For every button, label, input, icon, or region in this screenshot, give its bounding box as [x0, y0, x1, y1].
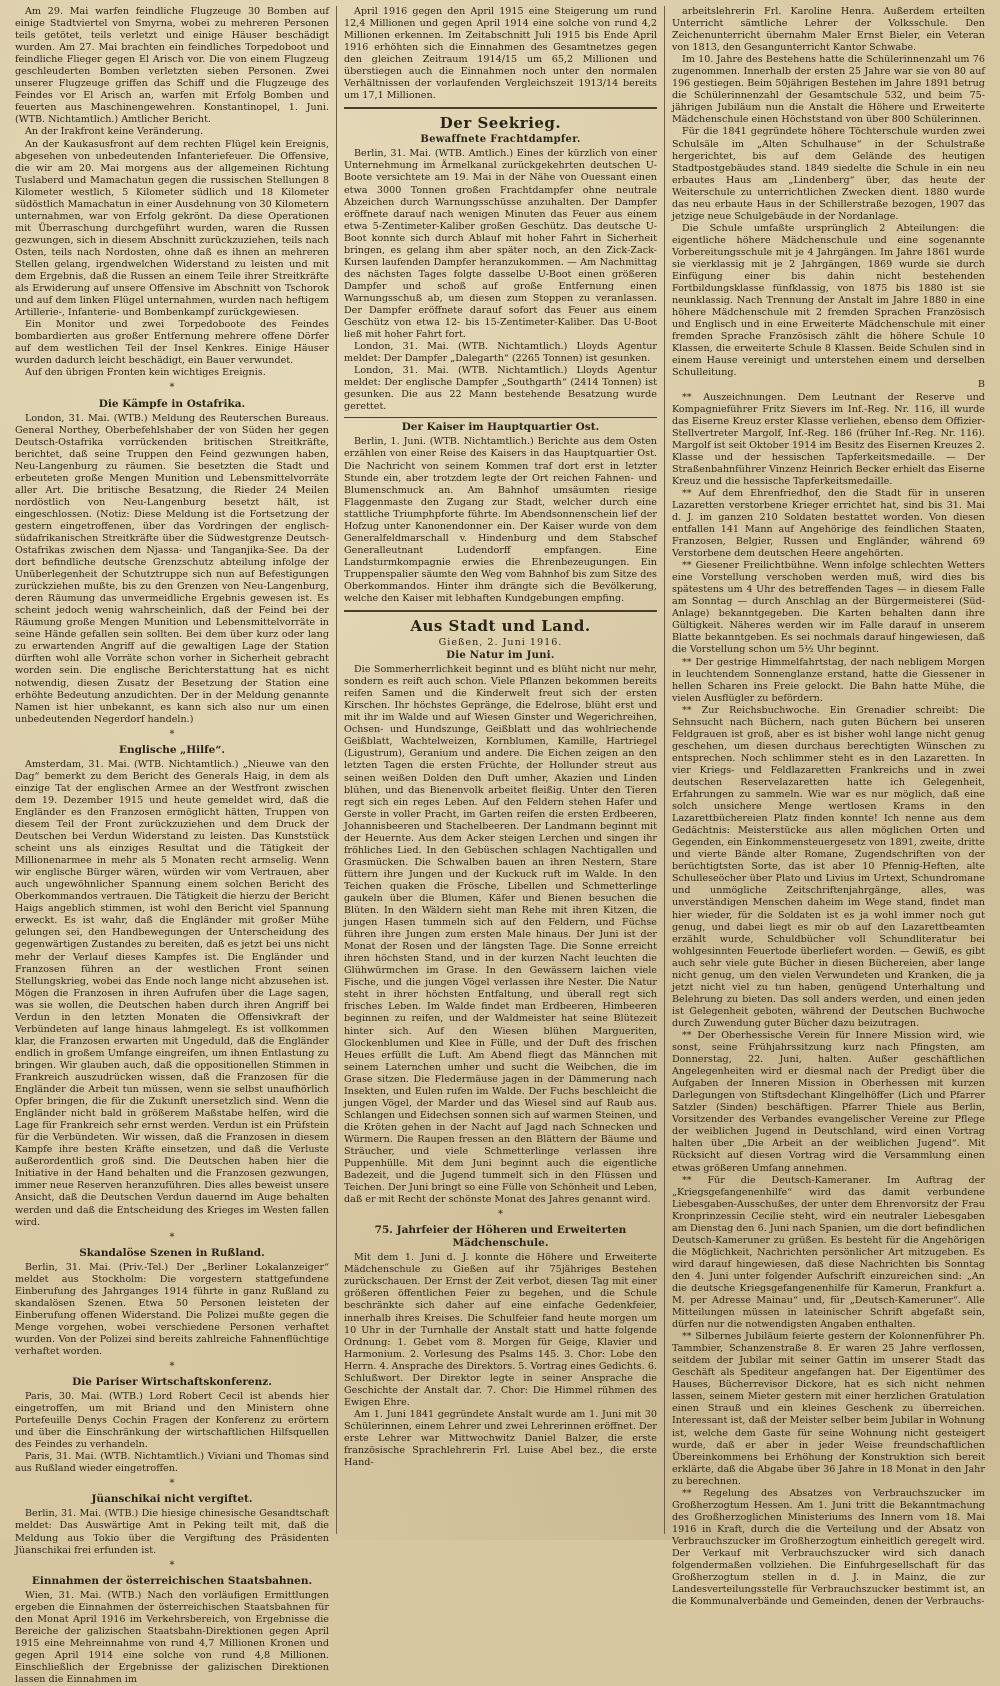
article-text-paris: Paris, 31. Mai. (WTB. Nichtamtlich.) Viviani und Thomas sind aus Rußland wieder eingetroffen. — [15, 1451, 329, 1475]
author-signature: B — [977, 379, 985, 391]
paragraph: Für die 1841 gegründete höhere Töchterschule wurden zwei Schulsäle im „Alten Schulhause“ in der Schulstraße hergerichtet, bis auf dem Gelände des heutigen Stadtpostgebäudes stand. 1849 siedelte die Schule in ein neu erbautes Haus am „Lindenberg“ über, das heute der Weiterschule zu unterrichtlichen Zwecken dient. 1880 wurde das neu erbaute Haus in der Schillerstraße bezogen, 1907 das jetzige neue Schulgebäude in der Nordanlage. — [671, 126, 985, 222]
column-1 — [8, 6, 336, 1685]
article-text-natur: Die Sommerherrlichkeit beginnt und es blüht nicht nur mehr, sondern es reift auch schon. Viele Pflanzen bekommen bereits reifen Samen und die Kinderwelt freut sich der ersten Kirschen. Ihr höchstes Gepränge, die Edelrose, blüht erst und mit ihr im Walde und auf Wiesen Ginster und Wegerichreihen, Ochsen- und Hundszunge, Geißblatt und das wohlriechende Geißblatt, Wachtelweizen, Kornblumen, Kamille, Hartriegel (Ligustrum), Geranium und andere. Die Eichen zeigen an den letzten Tagen die ersten Früchte, der Hollunder streut aus seinen weißen Dolden den Duft umher, Akazien und Linden blühen, und das Bienenvolk arbeitet fleißig. Unter den Tieren regt sich ein reges Leben. Auf den Feldern stehen Hafer und Gerste in voller Pracht, im Garten reifen die ersten Erdbeeren, Johannisbeeren und Stachelbeeren. Der Landmann beginnt mit der Heuernte. Aus dem Acker steigen Lerchen und singen ihr fröhliches Lied. In den Gebüschen schlagen Nachtigallen und Grasmücken. Die Schwalben bauen an ihren Nestern, Stare füttern ihre Jungen und der Kuckuck ruft im Walde. In den Teichen quaken die Frösche, Libellen und Schmetterlinge gaukeln über die Blumen, Käfer und Bienen besuchen die Blüten. In den Wäldern sieht man Rehe mit ihren Kitzen, die jungen Hasen tummeln sich auf den Feldern, und Füchse führen ihre Jungen zum ersten Male hinaus. Der Juni ist der Monat der Rosen und der längsten Tage. Die Sonne erreicht ihren höchsten Stand, und in der kurzen Nacht leuchten die Glühwürmchen im Grase. In den Gewässern laichen viele Fische, und die jungen Vögel verlassen ihre Nester. Die Natur steht in ihrer höchsten Entfaltung, und überall regt sich frisches Leben. Im Walde findet man Erdbeeren, Himbeeren beginnen zu reifen, und der Waldmeister hat seine Blütezeit hinter sich. Auf den Wiesen blühen Margueriten, Glockenblumen und Klee in Fülle, und der Duft des frischen Heues erfüllt die Luft. Am Abend fliegt das Männchen mit seinem Laternchen umher und sucht die Weibchen, die im Grase sitzen. Die Fledermäuse jagen in der Dämmerung nach Insekten, und Eulen rufen im Walde. Der Fuchs beschleicht die jungen Vögel, der Marder und das Wiesel sind auf Raub aus. Schlangen und Eidechsen sonnen sich auf warmen Steinen, und die Kröten gehen in der Nacht auf Jagd nach Schnecken und Würmern. Die Raupen fressen an den Blättern der Bäume und Sträucher, und viele Schmetterlinge verlassen ihre Puppenhülle. Mit dem Juni beginnt auch die eigentliche Badezeit, und die Jugend tummelt sich in den Flüssen und Teichen. Der Juni bringt so eine Fülle von Schönheit und Leben, daß er mit Recht der schönste Monat des Jahres genannt wird. — [343, 664, 657, 1206]
news-item-auszeichnungen: ** Auszeichnungen. Dem Leutnant der Reserve und Kompagnieführer Fritz Sievers im Inf.-Reg. Nr. 116, ill wurde das Eiserne Kreuz erster Klasse verliehen, ebenso dem Offizier-Stellvertreter Margolf, Inf.-Reg. 186 (früher Inf.-Reg. Nr. 116). Margolf ist seit Oktober 1914 im Besitz des Eisernen Kreuzes 2. Klasse und der hessischen Tapferkeitsmedaille. — Der Straßenbahnführer Vinzenz Heinrich Becker erhielt das Eiserne Kreuz und die hessische Tapferkeitsmedaille. — [671, 391, 985, 487]
article-heading-hilfe: Englische „Hilfe“. — [118, 743, 226, 756]
section-divider-star: * — [169, 1361, 175, 1373]
section-rule — [344, 417, 657, 418]
paragraph: Ein Monitor und zwei Torpedoboote des Feindes bombardierten aus großer Entfernung mehrere offene Dörfer auf dem westlichen Teil der Insel Kenkres. Einige Häuser wurden dadurch leicht beschädigt, ein Bauer verwundet. — [15, 319, 329, 367]
article-text-staatsbahnen: Wien, 31. Mai. (WTB.) Nach den vorläufigen Ermittlungen ergeben die Einnahmen der österreichischen Staatsbahnen für den Monat April 1916 im Verkehrsbereich, von Ergebnisse die Bereiche der galizischen Staatsbahn-Direktionen gegen April 1915 eine Mehreinnahme von rund 4,7 Millionen Kronen und gegen April 1914 eine solche von rund 4,8 Millionen. Einschließlich der Ergebnisse der galizischen Direktionen lassen die Einnahmen im — [15, 1589, 329, 1685]
article-heading-kaiser: Der Kaiser im Hauptquartier Ost. — [401, 421, 600, 434]
section-heading-seekrieg: Der Seekrieg. — [439, 114, 562, 133]
article-text-ostafrika: London, 31. Mai. (WTB.) Meldung des Reuterschen Bureaus. General Northey, Oberbefehlshaber der von Süden her gegen Deutsch-Ostafrika vorrückenden britischen Streitkräfte, berichtet, daß seine Truppen den Feind gezwungen haben, Neu-Langenburg zu räumen. Sie besetzten die Stadt und erbeuteten große Mengen Munition und Lebensmittelvorräte aller Art. Die britische Besatzung, die Rieder 24 Meilen nordöstlich von Neu-Langenburg besetzt hält, ist eingeschlossen. (Notiz: Diese Meldung ist die Fortsetzung der gestern eingetroffenen, über das Vordringen der englisch-südafrikanischen Streitkräfte über die Südwestgrenze Deutsch-Ostafrikas zwischen dem Njassa- und Tanganjika-See. Da der dort befindliche deutsche Grenzschutz abteilung infolge der Unüberlegenheit der Schutztruppe sich nun auf Befestigungen zurückziehen mußte, bis zu den Grenzen von Neu-Langenburg, deren Räumung das unvermeidliche Ergebnis gewesen ist. Es scheint jedoch wenig wahrscheinlich, daß der Feind bei der Räumung große Mengen Munition und Lebensmittelvorräte in seine Hände gefallen sein sollten. Bei dem über kurz oder lang zu erwartenden Angriff auf die gewaltigen Lage der Station dürften wohl alle Vorräte schon vorher in Sicherheit gebracht worden sein. Die englische Berichterstattung hat es nicht notwendig, diesen Zusatz der Besetzung der Station eine erhöhte Bedeutung anzudichten. Der in der Meldung genannte Namen ist hier unbekannt, es kann sich also nur um einen unbedeutenden Negerdorf handeln.) — [15, 412, 329, 725]
article-heading-russland: Skandalöse Szenen in Rußland. — [79, 1246, 265, 1259]
dateline: Gießen, 2. Juni 1916. — [438, 637, 563, 649]
section-divider-star: * — [169, 1559, 175, 1571]
article-text-hilfe: Amsterdam, 31. Mai. (WTB. Nichtamtlich.) „Nieuwe van den Dag“ bemerkt zu dem Bericht des Generals Haig, in dem als einzige Tat der englischen Armee an der Westfront zwischen dem 19. Dezember 1915 und heute gemeldet wird, daß die Engländer es den Franzosen ermöglicht hätten, Truppen von diesem Teil der Front zurückzuziehen und dem Druck der Deutschen bei Verdun Widerstand zu leisten. Das Kunststück scheint uns als einziges Resultat und die Tätigkeit der Millionenarmee in mehr als 5 Monaten recht armselig. Wenn wir englische Bürger wären, würden wir vom Vertrauen, aber auch ungewöhnlicher Spannung einem solchen Bericht des Oberkommandos vertrauen. Die Tätigkeit die hierzu der Bericht Haigs angeblich stimmen, ist wohl den Bericht viel Spannung erweckt. Es ist wahr, daß die Engländer mit großer Mühe gelungen sei, den Handbewegungen der Unterscheidung des gegenwärtigen Zustandes zu bereiten, daß es jetzt bei uns nicht mehr der Verlauf dieses Kampfes ist. Die Engländer und Franzosen führen an der westlichen Front seinen Stellungskrieg, wobei das Ende noch lange nicht abzusehen ist. Mögen die Franzosen in ihren Aufrufen über die Lage sagen, was sie wollen, die Deutschen haben durch ihren Angriff bei Verdun in den letzten Monaten die Offensivkraft der Verbündeten auf lange hinaus lahmgelegt. Es ist vollkommen klar, die Franzosen erwarten mit Ungeduld, daß die Engländer endlich in großem Umfange eingreifen, um ihnen Entlastung zu bringen. Wir glauben auch, daß die oppositionellen Stimmen in Frankreich auszudrücken wissen, daß die Franzosen für die Engländer die Arbeit tun müssen, wenn sie selbst unaufhörlich Opfer bringen, die für die Zukunft unersetzlich sind. Wenn die Engländer nicht bald in größerem Maßstabe helfen, wird die Lage für Frankreich sehr ernst werden. Verdun ist ein Prüfstein für die Verbündeten. Wir wissen, daß die Franzosen in diesem Kampfe ihre besten Kräfte einsetzen, und daß die Verluste außerordentlich groß sind. Die Deutschen haben hier die Initiative in der Hand behalten und die Franzosen gezwungen, immer neue Reserven heranzuführen. Dies alles beweist unsere Ansicht, daß die Deutschen Verdun dauernd im Auge behalten werden und daß die Entscheidung des Krieges im Westen fallen wird. — [15, 758, 329, 1228]
paragraph: Am 29. Mai warfen feindliche Flugzeuge 30 Bomben auf einige Stadtviertel von Smyrna, wobei zu mehreren Personen teils getötet, teils verletzt und einige Häuser beschädigt wurden. Am 27. Mai brachten ein feindliches Torpedoboot und feindliche Flieger gegen El Arisch vor. Die von einem Flugzeug geschleuderten Bomben verletzten sieben Personen. Zwei unserer Flugzeuge griffen das Schiff und die Flugzeuge des Feindes vor El Arisch an, warfen mit Erfolg Bomben und feuerten aus Maschinengewehren. Konstantinopel, 1. Juni. (WTB. Nichtamtlich.) Amtlicher Bericht. — [15, 6, 329, 126]
section-divider-star: * — [169, 728, 175, 740]
section-rule — [344, 610, 657, 612]
article-text-maedchenschule: Mit dem 1. Juni d. J. konnte die Höhere und Erweiterte Mädchenschule zu Gießen auf ihr 75jähriges Bestehen zurückschauen. Der Ernst der Zeit verbot, diesen Tag mit einer größeren öffentlichen Feier zu begehen, und die Schule beschränkte sich daher auf eine einfache Gedenkfeier, innerhalb ihres Kreises. Die Schulfeier fand heute morgen um 10 Uhr in der Turnhalle der Anstalt statt und hatte folgende Ordnung: 1. Gebet vom 8. Morgen für Geige, Klavier und Harmonium. 2. Vorlesung des Psalms 145. 3. Chor: Lobe den Herrn. 4. Ansprache des Direktors. 5. Vortrag eines Gedichts. 6. Schlußwort. Der Direktor legte in seiner Ansprache die Geschichte der Anstalt dar. 7. Chor: Die Himmel rühmen des Ewigen Ehre. — [343, 1252, 657, 1408]
article-heading-staatsbahnen: Einnahmen der österreichischen Staatsbahnen. — [31, 1574, 313, 1587]
article-heading-paris: Die Pariser Wirtschaftskonferenz. — [72, 1376, 272, 1389]
article-heading-ostafrika: Die Kämpfe in Ostafrika. — [98, 397, 246, 410]
article-text-frachtdampfer: London, 31. Mai. (WTB. Nichtamtlich.) Lloyds Agentur meldet: Der englische Dampfer „Southgarth“ (2414 Tonnen) ist gesunken. Die aus 22 Mann bestehende Besatzung wurde gerettet. — [343, 365, 657, 413]
paragraph: arbeitslehrerin Frl. Karoline Henra. Außerdem erteilten Unterricht sämtliche Lehrer der Volksschule. Den Zeichenunterricht übernahm Maler Ernst Bieler, ein Veteran von 1813, den Gesangunterricht Kantor Schwabe. — [671, 6, 985, 54]
news-item-innere-mission: ** Der Oberhessische Verein für Innere Mission wird, wie sonst, seine Frühjahrssitzung kurz nach Pfingsten, am Donnerstag, 22. Juni, halten. Außer geschäftlichen Angelegenheiten wird er diesmal nach der Predigt über die Aufgaben der Inneren Mission in Oberhessen mit kurzen Darlegungen von Stiftsdechant Klingelhöffer (Lich und Pfarrer Satzler (Sinden) beschäftigen. Pfarrer Thiele aus Berlin, Vorsitzender des Verbandes evangelischer Vereine zur Pflege der weiblichen Jugend in Deutschland, wird einen Vortrag halten über „Die Arbeit an der weiblichen Jugend“. Mit Rücksicht auf diesen Vortrag wird die Versammlung einen etwas größeren Umfang annehmen. — [671, 1029, 985, 1174]
article-text-china: Berlin, 31. Mai. (WTB.) Die hiesige chinesische Gesandtschaft meldet: Das Auswärtige Amt in Peking teilt mit, daß die Meldung aus Tokio über die Vergiftung des Präsidenten Jüanschikai frei erfunden ist. — [15, 1508, 329, 1556]
paragraph: Im 10. Jahre des Bestehens hatte die Schülerinnenzahl um 76 zugenommen. Innerhalb der ersten 25 Jahre war sie von 80 auf 196 gestiegen. Beim 50jährigen Bestehen im Jahre 1891 betrug die Schülerinnenzahl der Gesamtschule 532, und beim 75-jährigen Jubiläum nun die Anstalt die Höhere und Erweiterte Mädchenschule einen Höchststand von über 800 Schülerinnen. — [671, 54, 985, 126]
news-item-verbrauchszucker: ** Regelung des Absatzes von Verbrauchszucker im Großherzogtum Hessen. Am 1. Juni tritt die Bekanntmachung des Großherzoglichen Ministeriums des Innern vom 18. Mai 1916 in Kraft, durch die die Verteilung und der Absatz von Verbrauchszucker im Großherzogtum einheitlich geregelt wird. Der Verkauf mit Verbrauchszucker wird sich danach folgendermaßen vollziehen. Die Einfuhrgesellschaft für das Großherzogtum stellen in d. J. in Mainz, die zur Landesverteilungsstelle für Verbrauchszucker bestimmt ist, an die Kommunalverbände und Gemeinden, denen der Verbrauchs- — [671, 1487, 985, 1608]
article-heading-natur: Die Natur im Juni. — [446, 650, 555, 662]
paragraph: An der Irakfront keine Veränderung. — [25, 126, 204, 138]
section-divider-star: * — [169, 1478, 175, 1490]
news-item-ehrenfriedhof: ** Auf dem Ehrenfriedhof, den die Stadt für in unseren Lazaretten verstorbene Krieger errichtet hat, sind bis 31. Mai d. J. im ganzen 210 Soldaten bestattet worden. Von diesen entfallen 141 Mann auf Angehörige des feindlichen Staaten, Franzosen, Belgier, Russen und Engländer, während 69 Verstorbene dem deutschen Heere angehörten. — [671, 487, 985, 560]
section-rule — [344, 107, 657, 109]
article-text-frachtdampfer: London, 31. Mai. (WTB. Nichtamtlich.) Lloyds Agentur meldet: Der Dampfer „Dalegarth“ (2265 Tonnen) ist gesunken. — [343, 341, 657, 365]
paragraph: An der Kaukasusfront auf dem rechten Flügel kein Ereignis, abgesehen von unbedeutenden Infanteriefeuer. Die Offensive, die wir am 20. Mai morgens aus der allgemeinen Richtung Tuslaberd und Mamachatun gegen die russischen Stellungen 8 Kilometer westlich, 5 Kilometer südlich und 18 Kilometer südöstlich Mamachatun in einer Ausdehnung von 30 Kilometern unternahmen, war von Erfolg gekrönt. Da diese Operationen mit Überraschung durchgeführt wurden, waren die Russen gezwungen, sich in diesem Abschnitt zurückzuziehen, teils nach Osten, teils nach Nordosten, ohne daß es ihnen an mehreren Stellen gelang, irgendwelchen Widerstand zu leisten und mit dem Ergebnis, daß die Russen an einem Teile ihrer Streitkräfte als Erwiderung auf unsere Offensive im Abschnitt von Tschorok und auf dem linken Flügel unternahmen, wurden nach heftigem Artillerie-, Infanterie- und Bombenkampf zurückgewiesen. — [15, 138, 329, 319]
paragraph: Auf den übrigen Fronten kein wichtiges Ereignis. — [25, 367, 266, 379]
article-text-russland: Berlin, 31. Mai. (Priv.-Tel.) Der „Berliner Lokalanzeiger“ meldet aus Stockholm: Die vorgestern stattgefundene Einberufung des Jahrganges 1914 führte in ganz Rußland zu skandalösen Szenen. Etwa 50 Personen leisteten der Einberufung offenen Widerstand. Die Polizei mußte gegen die Menge vorgehen, wobei verschiedene Personen verhaftet wurden. Von der Polizei sind bereits zahlreiche Fahnenflüchtige verhaftet worden. — [15, 1261, 329, 1357]
news-item-jubilaeum: ** Silbernes Jubiläum feierte gestern der Kolonnenführer Ph. Tammbier, Schanzenstraße 8. Er waren 25 Jahre verflossen, seitdem der Jubilar mit seiner Gattin im unserer Stadt das Geschäft als Spediteur angefangen hat. Der Eigentümer des Hauses, Bücherrevisor Dickore, hat es sich nicht nehmen lassen, seinem Mieter gestern mit einer herzlichen Gratulation einen Strauß und ein kleines Geschenk zu überreichen. Interessant ist, daß der Meister selber beim Jubilar in Wohnung ist, welche dem Gaste für seine Wohnung nicht gesteigert wurde, daß er aber in jeder Weise freundschaftlichen Übereinkommens bei Erhöhung der Konstruktion sich bereit erklärte, daß die Abgabe über 36 Jahre in 18 Monat in den Jahr zu berechnen. — [671, 1331, 985, 1487]
paragraph: Die Schule umfaßte ursprünglich 2 Abteilungen: die eigentliche höhere Mädchenschule und eine sogenannte Vorbereitungsschule mit je 4 Jahrgängen. Im Jahre 1861 wurde sie vierklassig mit je 2 Jahrgängen, 1869 wurde sie durch Einfügung einer bis dahin nicht bestehenden Fortbildungsklasse fünfklassig, von 1875 bis 1880 ist sie neunklassig. Nach Trennung der Anstalt im Jahre 1880 in eine höhere Mädchenschule mit 2 fremden Sprachen Französisch und Englisch und in eine Erweiterte Mädchenschule mit einer fremden Sprache Französisch zählt die höhere Schule 10 Klassen, die erweiterte Schule 8 Klassen. Beide Schulen sind in einem Hause vereinigt und unterstehen einem und derselben Schulleitung. — [671, 222, 985, 379]
article-heading-china: Jüanschikai nicht vergiftet. — [91, 1493, 253, 1506]
article-heading-maedchenschule: 75. Jahrfeier der Höheren und Erweiterten Mädchenschule. — [374, 1224, 627, 1250]
news-item-reichsbuchwoche: ** Zur Reichsbuchwoche. Ein Grenadier schreibt: Die Sehnsucht nach Büchern, nach guten Büchern bei unseren Feldgrauen ist groß, aber es ist bisher wohl lange nicht genug geschehen, um diesen durchaus berechtigten Wünschen zu entsprechen. Noch schlimmer steht es in den Lazaretten. In vier Kriegs- und Feldlazaretten Frankreichs und in zwei deutschen Reservelazaretten hatte ich Gelegenheit, Erfahrungen zu sammeln. Wie war es nur möglich, daß eine solch unsichere Menge wertlosen Krams in den Lazarettbüchereien Platz finden konnte! Ich nenne aus dem Gedächtnis: Meisterstücke aus allen möglichen Orten und Gegenden, ein Einkommensteuergesetz von 1891, zweite, dritte und vierte Bände alter Romane, Zugendschriften von der berüchtigtsten Sorte, das ist aber 10 Pfennig-Heften, alte Schulleseöcher über Plato und Livius im Urtext, Schundromane und unmögliche Zeitschriftenjahrgänge, alles, was unverständigen Menschen daheim im Wege stand, findet man hier wieder, für die Soldaten ist es ja wohl immer noch gut genug, und dabei liegt es mir ob auf den Lazarettbeamten erzählt wurde, Schuldbücher voll Schundliteratur bei wohlgesinnten Feuertode überliefert worden. — Gewiß, es gibt auch sehr viele gute Bücher in diesen Büchereien, aber lange nicht genug, um den vielen Verwundeten und Kranken, die ja jetzt nicht viel zu tun haben, genügend Unterhaltung und Belehrung zu bieten. Das soll anders werden, und einen jeden ist Gelegenheit geboten, während der Deutschen Buchwoche durch Zuwendung guter Bücher dazu beizutragen. — [671, 704, 985, 1029]
article-heading-frachtdampfer: Bewaffnete Frachtdampfer. — [420, 134, 581, 146]
section-divider-star: * — [497, 1209, 503, 1221]
article-text-kaiser: Berlin, 1. Juni. (WTB. Nichtamtlich.) Berichte aus dem Osten erzählen von einer Reise des Kaisers in das Hauptquartier Ost. Die Nachricht von seinem Kommen traf dort erst in letzter Stunde ein, aber trotzdem legte der Ort reichen Fahnen- und Blumenschmuck an. Am Bahnhof umsäumten riesige Flaggenmaste den Zugang zur Stadt, welcher durch eine stattliche Triumphpforte führte. Im Abendsonnenschein lief der Hofzug unter Kanonendonner ein. Der Kaiser wurde von dem Generalfeldmarschall v. Hindenburg und dem Stabschef Generalleutnant Ludendorff empfangen. Eine Landsturmkompagnie erwies die Ehrenbezeugungen. Ein Truppenspalier säumte den Weg vom Bahnhof bis zum Sitze des Oberkommandos. Hinter ihm drängte sich die Bevölkerung, welche den Kaiser mit lebhaften Kundgebungen empfing. — [343, 436, 657, 605]
column-2 — [336, 6, 664, 1534]
news-item-freilichtbuehne: ** Giesener Freilichtbühne. Wenn infolge schlechten Wetters eine Vorstellung verschoben werden muß, wird dies bis spätestens um 4 Uhr des betreffenden Tages — in diesem Falle am Sonntag — durch Anschlag an der Bürgermeisterei (Süd-Anlage) bekanntgegeben. Die Karten behalten dann ihre Gültigkeit. Näheres werden wir im Falle darauf in unserem Blatte bekanntgeben. Es sei nochmals darauf hingewiesen, daß die Vorstellung schon um 5½ Uhr beginnt. — [671, 560, 985, 656]
article-text-maedchenschule: Am 1. Juni 1841 gegründete Anstalt wurde am 1. Juni mit 30 Schülerinnen, einem Lehrer und zwei Lehrerinnen eröffnet. Der erste Lehrer war Mittwochwitz Daniel Balzer, die erste französische Sprachlehrerin Frl. Luise Abel bez., die erste Hand- — [343, 1408, 657, 1469]
news-item-deutsch-kameruner: ** Für die Deutsch-Kameraner. Im Auftrag der „Kriegsgefangenenhilfe“ wird das damit verbundene Liebesgaben-Ausschußes, der unter dem Ehrenvorsitz der Frau Kronprinzessin Cecilie steht, wird ein neutraler Liebesgaben am Dienstag den 6. Juni nach Spanien, um die dort befindlichen Deutsch-Kameruner zu grüßen. Es besteht für die Angehörigen die Möglichkeit, Nachrichten persönlicher Art mitzugeben. Es wird darauf hingewiesen, daß diese Nachrichten bis Sonntag den 4. Juni unter folgender Aufschrift einzureichen sind: „An die deutsche Kriegsgefangenenhilfe für Kamerun, Frankfurt a. M. per Adresse Mainau“ und, für „Deutsch-Kameruner“. Alle Mitteilungen müssen in lateinischer Schrift abgefaßt sein, dürfen nur die notwendigsten Angaben enthalten. — [671, 1174, 985, 1331]
paragraph: April 1916 gegen den April 1915 eine Steigerung um rund 12,4 Millionen und gegen April 1914 eine solche von rund 4,2 Millionen erkennen. Im Zeitabschnitt Juli 1915 bis Ende April 1916 erhöhten sich die Einnahmen des Gesamtnetzes gegen den gleichen Zeitraum 1914/15 um 65,2 Millionen und überstiegen auch die Einnahmen noch unter den normalen Verhältnissen der vorlaufenden Vergleichszeit 1913/14 bereits um 17,1 Millionen. — [343, 6, 657, 102]
article-text-frachtdampfer: Berlin, 31. Mai. (WTB. Amtlich.) Eines der kürzlich von einer Unternehmung im Ärmelkanal zurückgekehrten deutschen U-Boote versichtete am 19. Mai in der Nähe von Ouessant einen etwa 3000 Tonnen großen Frachtdampfer ohne neutrale Abzeichen durch Warnungsschüsse anzuhalten. Der Dampfer eröffnete darauf nach wenigen Minuten das Feuer aus einem etwa 5-Zentimeter-Kaliber großen Geschütz. Das deutsche U-Boot konnte sich durch Ablauf mit hoher Fahrt in Sicherheit bringen, es gelang ihm aber später noch, an den Zick-Zack-Kursen laufenden Dampfer heranzukommen. — Am Nachmittag des nächsten Tages folgte dasselbe U-Boot einen größeren Dampfer und schoß auf große Entfernung einen Warnungsschuß ab, um diesen zum Stoppen zu veranlassen. Der Dampfer eröffnete darauf sofort das Feuer aus einem Geschütz von etwa 12- bis 15-Zentimeter-Kaliber. Das U-Boot ließ mit hoher Fahrt fort. — [343, 148, 657, 341]
article-text-paris: Paris, 30. Mai. (WTB.) Lord Robert Cecil ist abends hier eingetroffen, um mit Briand und den Ministern ohne Portefeuille Denys Cochin Fragen der Konferenz zu erörtern und über die Einschränkung der wirtschaftlichen Hilfsquellen des Feindes zu verhandeln. — [15, 1391, 329, 1451]
news-item-himmelfahrtstag: ** Der gestrige Himmelfahrtstag, der nach nebligem Morgen in leuchtendem Sonnenglanze erstand, hatte die Giessener in hellen Scharen ins Freie gelockt. Die Bahn hatte Mühe, die vielen Ausflügler zu befördern. — [671, 656, 985, 704]
column-3 — [664, 6, 992, 1608]
section-divider-star: * — [169, 1231, 175, 1243]
section-divider-star: * — [169, 382, 175, 394]
section-heading-stadt-und-land: Aus Stadt und Land. — [410, 617, 591, 636]
